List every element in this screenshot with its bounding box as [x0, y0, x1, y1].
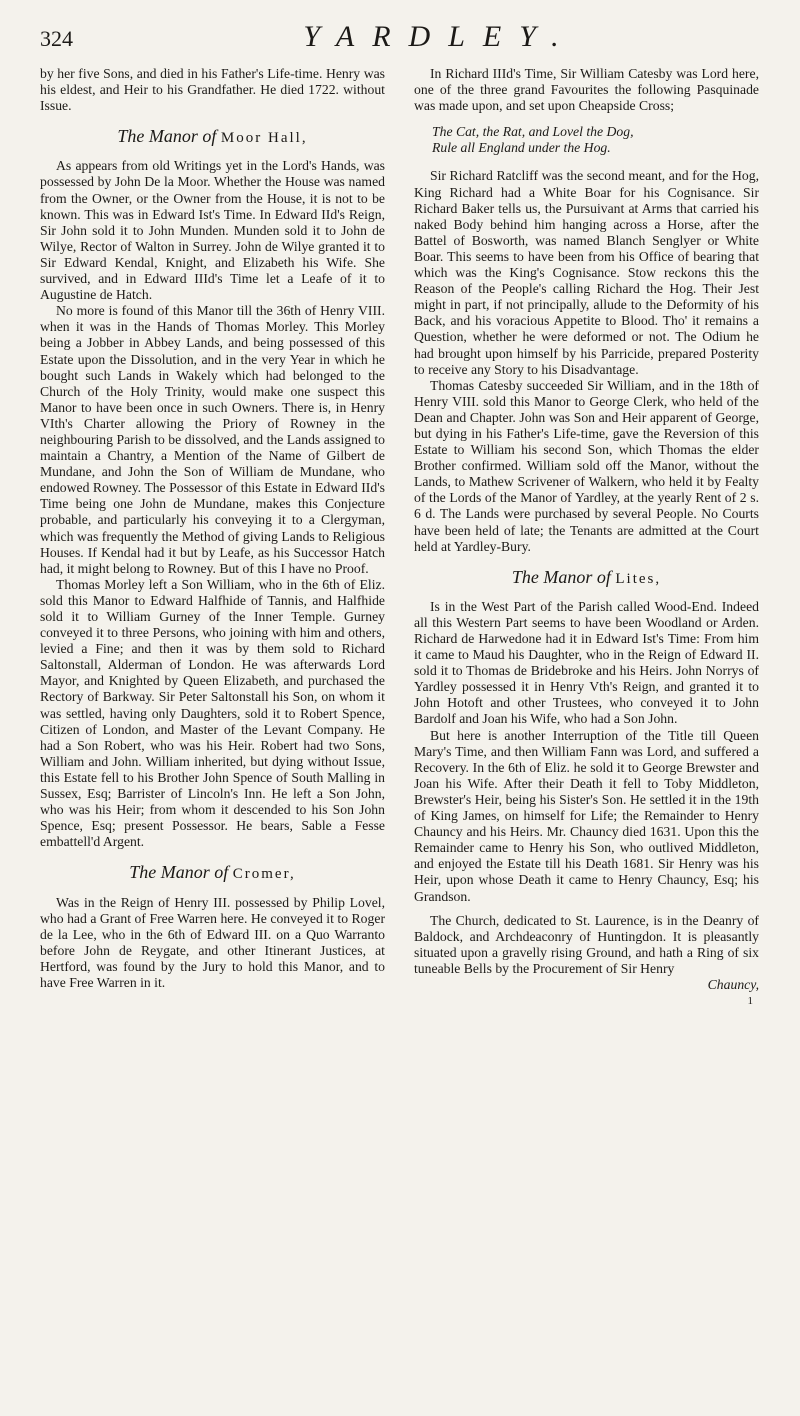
signature-mark: 1: [747, 995, 753, 1008]
running-title: YARDLEY.: [303, 20, 577, 53]
verse-line: The Cat, the Rat, and Lovel the Dog,: [432, 124, 634, 140]
paragraph: Was in the Reign of Henry III. possessed by Philip Lovel, who had a Grant of Free Warren here. He conveyed it to Roger de la Lee, who in the 6th of Edward III. on a Quo Warranto before John de Reygate, and other Itinerant Justices, at Hertford, was found by the Jury to hold this Manor, and to have Free Warren in it.: [40, 894, 385, 990]
paragraph: As appears from old Writings yet in the Lord's Hands, was possessed by John De la Moor. Whether the House was named from the Owner, or the Owner from the House, it is not to be known. This was in Edward Ist's Time. In Edward IId's Reign, Sir John sold it to John Munden. Munden sold it to John de Wilye, Rector of Walton in Surrey. John de Wilye granted it to Sir Edward Kendal, Knight, and Elizabeth his Wife. She survived, and in Edward IIId's Time let a Leafe of it to Augustine de Hatch.: [40, 158, 385, 303]
paragraph: But here is another Interruption of the Title till Queen Mary's Time, and then William Fann was Lord, and suffered a Recovery. In the 6th of Eliz. he sold it to George Brewster and Joan his Wife. After their Death it fell to Toby Middleton, Brewster's Heir, being his Sister's Son. He settled it in the 19th of King James, on himself for Life; the Remainder to Henry Chauncy and his Heirs. Mr. Chauncy died 1631. Upon this the Remainder came to Henry his Son, who outlived Middleton, and enjoyed the Estate till his Death 1681. Sir Henry was his Heir, upon whose Death it came to Henry Chauncy, Esq; his Grandson.: [414, 727, 759, 904]
paragraph: Is in the West Part of the Parish called Wood-End. Indeed all this Western Part seems to have been Woodland or Arden. Richard de Harwedone had it in Edward Ist's Time: From him it came to Maud his Daughter, who in the Reign of Edward II. sold it to Thomas de Bridebroke and his Heirs. John Norrys of Yardley possessed it in Henry Vth's Reign, and granted it to John Hotoft and other Trustees, who conveyed it to John Bardolf and Joan his Wife, who had a Son John.: [414, 598, 759, 727]
heading-name: Cromer,: [232, 866, 296, 883]
catchword: Chauncy,: [707, 976, 759, 992]
page-header: [40, 20, 760, 60]
paragraph: In Richard IIId's Time, Sir William Catesby was Lord here, one of the three grand Favourites the following Pasquinade was made upon, and set upon Cheapside Cross;: [414, 66, 759, 114]
section-heading-lites: [414, 566, 759, 587]
intro-paragraph: by her five Sons, and died in his Father's Life-time. Henry was his eldest, and Heir to his Grandfather. He died 1722. without Issue.: [40, 66, 385, 114]
section-heading-cromer: [40, 864, 385, 882]
verse: [432, 124, 759, 156]
paragraph: The Church, dedicated to St. Laurence, is in the Deanry of Baldock, and Archdeaconry of Huntingdon. It is pleasantly situated upon a gravelly rising Ground, and hath a Ring of six tuneable Bells by the Procurement of Sir Henry: [414, 912, 759, 976]
right-column: [414, 66, 759, 1009]
paragraph: Sir Richard Ratcliff was the second meant, and for the Hog, King Richard had a White Boar for his Cognisance. Sir Richard Baker tells us, the Pursuivant at Arms that carried his naked Body behind him hanging across a Horse, after the Battel of Bosworth, was named Blanch Senglyer or White Boar. This seems to have been from his Office of bearing that which was the King's Cognisance. Stow reckons this the Reason of the People's calling Richard the Hog. Their Jest might in part, if not principally, allude to the Deformity of his Back, and his voracious Appetite to Blood. Tho' it remains a Question, whether he were deformed or not. The Odium he had brought upon himself by his Parricide, prepared Posterity to receive any Story to his Disadvantage.: [414, 168, 759, 377]
paragraph: Thomas Catesby succeeded Sir William, and in the 18th of Henry VIII. sold this Manor to George Clerk, who held of the Dean and Chapter. John was Son and Heir apparent of George, but dying in his Father's Life-time, gave the Reversion of this Estate to William his second Son, which Thomas the elder Brother confirmed. William sold off the Manor, without the Lands, to Mathew Scrivener of Walkern, who held it by Fealty of the Lords of the Manor of Yardley, at the yearly Rent of 2 s. 6 d. The Lands were purchased by several People. No Courts have been held of late; the Tenants are admitted at the Court held at Yardley-Bury.: [414, 377, 759, 554]
section-heading-moor-hall: [40, 128, 385, 146]
heading-name: Moor Hall,: [220, 130, 308, 147]
page-number: 324: [40, 26, 73, 51]
paragraph: No more is found of this Manor till the 36th of Henry VIII. when it was in the Hands of Thomas Morley. This Morley being a Jobber in Abbey Lands, and being possessed of this Estate upon the Dissolution, and in the very Year in which he bought such Lands in Wakely which had belonged to the Church of the Holy Trinity, would make one suspect this Manor to have been once in such Owners. There is, in Henry VIth's Charter allowing the Priory of Rowney in the neighbouring Parish to be dissolved, and the Lands assigned to maintain a Chantry, a Mention of the Name of Gilbert de Mundane, and John the Son of William de Mundane, who endowed Rowney. The Possessor of this Estate in Edward IId's Time being one John de Mundane, makes this Conjecture probable, and particularly his conveying it to a Clergyman, which was frequently the Method of giving Lands to Religious Houses. If Kendal had it but by Leafe, as his Successor Hatch had, it might belong to Rowney. But of this I have no Proof.: [40, 303, 385, 576]
paragraph: Thomas Morley left a Son William, who in the 6th of Eliz. sold this Manor to Edward Halfhide of Tannis, and Halfhide sold it to William Gurney of the Inner Temple. Gurney conveyed it to three Persons, who joining with him and others, levied a Fine; and then it was by them sold to Richard Saltonstall, Alderman of London. He was afterwards Lord Mayor, and Knighted by Queen Elizabeth, and purchased the Rectory of Barkway. Sir Peter Saltonstall his Son, on whom it was settled, having only Daughters, sold it to Robert Spence, Citizen of London, and Master of the Levant Company. He had a Son Robert, who was his Heir. Robert had two Sons, William and John. William inherited, but dying without Issue, this Estate fell to his Brother John Spence of South Malling in Sussex, Esq; Barrister of Lincoln's Inn. He left a Son John, who was his Heir; from whom it descended to his Son John Spence, Esq; present Possessor. He bears, Sable a Fesse embattell'd Argent.: [40, 576, 385, 850]
heading-prefix: The Manor of: [117, 126, 221, 147]
heading-prefix: The Manor of: [511, 566, 616, 587]
heading-name: Lites,: [615, 570, 662, 587]
heading-prefix: The Manor of: [129, 862, 233, 883]
verse-line: Rule all England under the Hog.: [432, 140, 611, 156]
left-column: [40, 66, 385, 991]
